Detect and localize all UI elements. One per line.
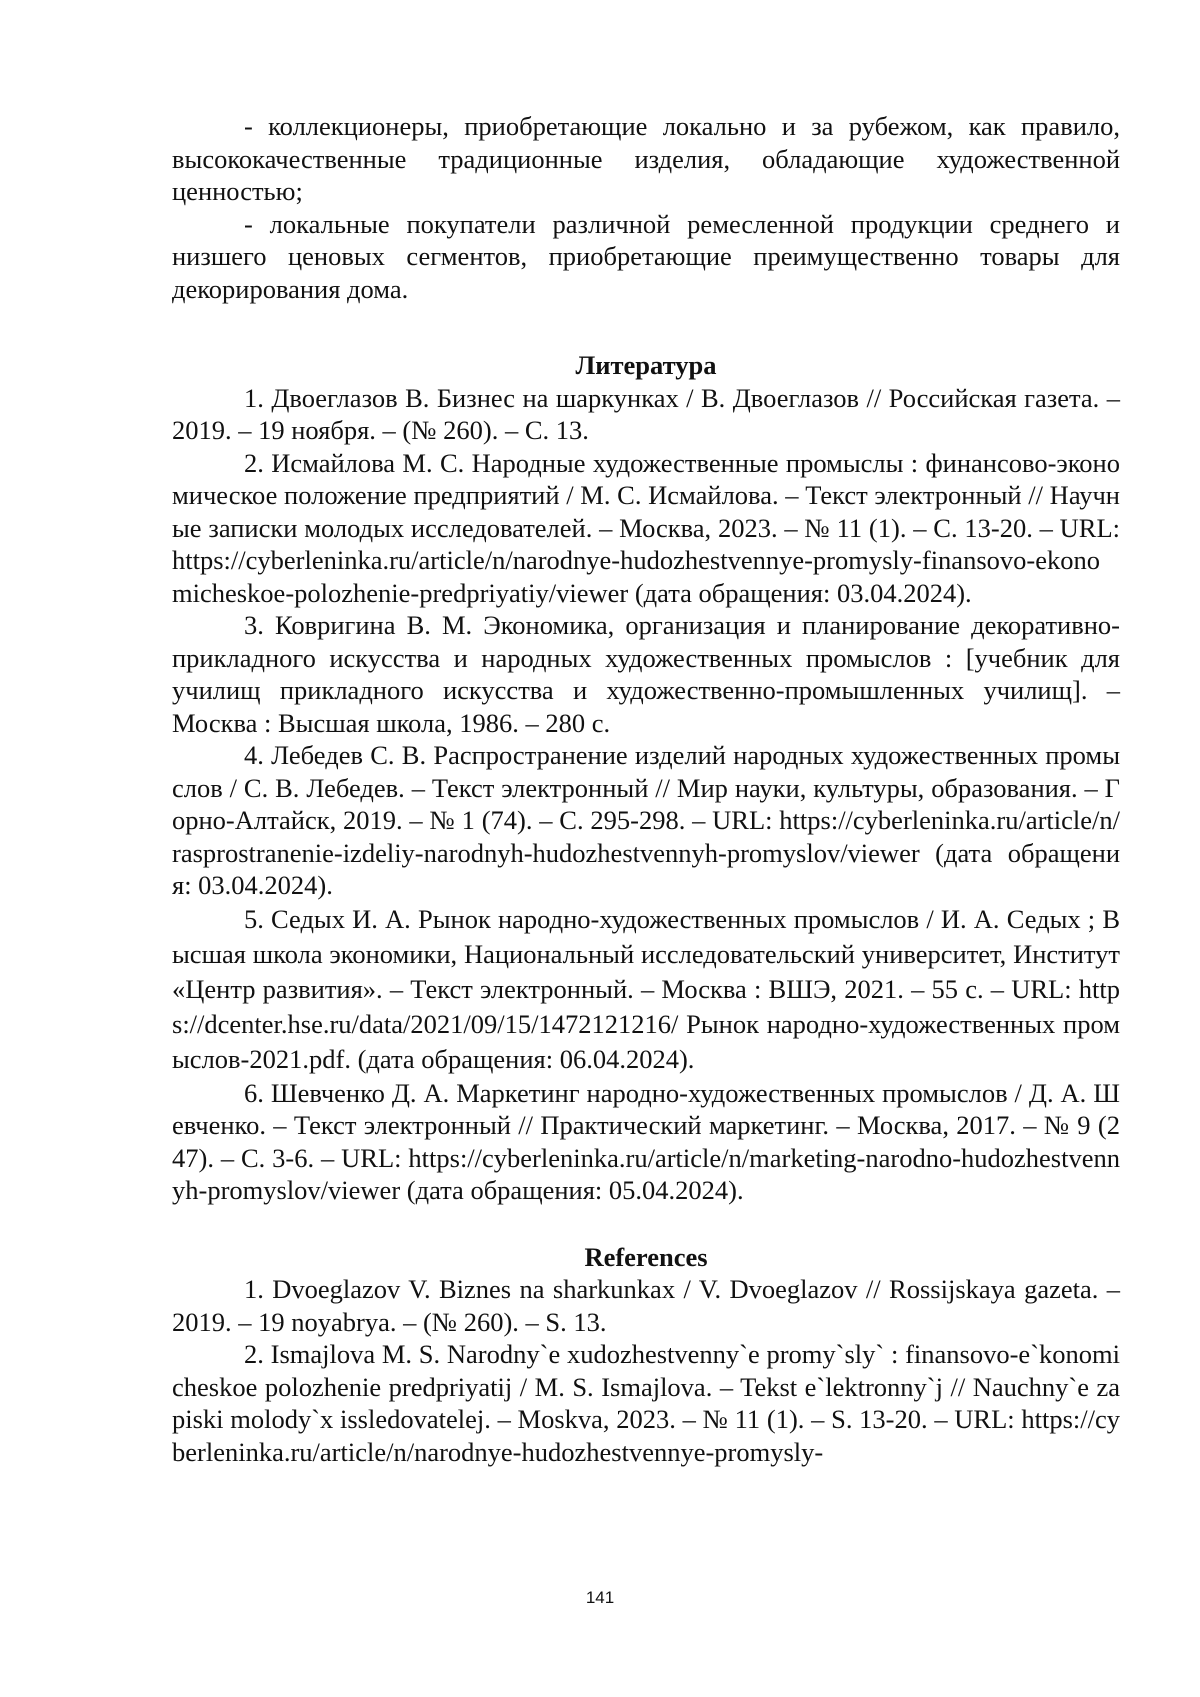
literature-item-6: 6. Шевченко Д. А. Маркетинг народно-художественных промыслов / Д. А. Шевченко. – Текст электронный // Практический маркетинг. – Москва, 2017. – № 9 (247). – С. 3-6. – URL: https://cyberleninka.ru/article/n/marketing-narodno-hudozhestvennyh-promyslov/viewer (дата обращения: 05.04.2024). — [172, 1077, 1120, 1205]
literature-item-2: 2. Исмайлова М. С. Народные художественные промыслы : финансово-экономическое положение предприятий / М. С. Исмайлова. – Текст электронный // Научные записки молодых исследователей. – Москва, 2023. – № 11 (1). – С. 13-20. – URL: https://cyberleninka.ru/article/n/narodnye-hudozhestvennye-promysly-finansovo-ekonomicheskoe-polozhenie-predpriyatiy/viewer (дата обращения: 03.04.2024). — [172, 447, 1120, 608]
literature-item-4: 4. Лебедев С. В. Распространение изделий народных художественных промыслов / С. В. Лебедев. – Текст электронный // Мир науки, культуры, образования. – Горно-Алтайск, 2019. – № 1 (74). – С. 295-298. – URL: https://cyberleninka.ru/article/n/rasprostranenie-izdeliy-narodnyh-hudozhestvennyh-promyslov/viewer (дата обращения: 03.04.2024). — [172, 740, 1120, 900]
reference-item-1: 1. Dvoeglazov V. Biznes na sharkunkax / V. Dvoeglazov // Rossijskaya gazeta. – 2019. – 19 noyabrya. – (№ 260). – S. 13. — [172, 1274, 1120, 1337]
intro-bullet-collectors: - коллекционеры, приобретающие локально и за рубежом, как правило, высококачественные традиционные изделия, обладающие художественной ценностью; — [172, 111, 1120, 206]
spacer — [172, 1207, 1120, 1241]
literature-item-1: 1. Двоеглазов В. Бизнес на шаркунках / В. Двоеглазов // Российская газета. – 2019. – 19 ноября. – (№ 260). – С. 13. — [172, 382, 1120, 445]
literature-item-5: 5. Седых И. А. Рынок народно-художественных промыслов / И. А. Седых ; Высшая школа экономики, Национальный исследовательский университет, Институт «Центр развития». – Текст электронный. – Москва : ВШЭ, 2021. – 55 с. – URL: https://dcenter.hse.ru/data/2021/09/15/1472121216/ Рынок народно-художественных промыслов-2021.pdf. (дата обращения: 06.04.2024). — [172, 903, 1120, 1074]
document-page — [172, 110, 1120, 1468]
intro-bullet-local-buyers: - локальные покупатели различной ремесленной продукции среднего и низшего ценовых сегментов, приобретающие преимущественно товары для декорирования дома. — [172, 208, 1120, 304]
literature-item-3: 3. Ковригина В. М. Экономика, организация и планирование декоративно-прикладного искусства и народных художественных промыслов : [учебник для училищ прикладного искусства и художественно-промышленных училищ]. – Москва : Высшая школа, 1986. – 280 с. — [172, 610, 1120, 738]
page-number: 141 — [585, 1588, 615, 1607]
references-heading: References — [584, 1241, 708, 1272]
reference-item-2: 2. Ismajlova M. S. Narodny`e xudozhestvenny`e promy`sly` : finansovo-e`konomicheskoe polozhenie predpriyatij / M. S. Ismajlova. – Tekst e`lektronny`j // Nauchny`e zapiski molody`x issledovatelej. – Moskva, 2023. – № 11 (1). – S. 13-20. – URL: https://cyberleninka.ru/article/n/narodnye-hudozhestvennye-promysly- — [172, 1339, 1120, 1467]
literature-heading: Литература — [575, 350, 717, 380]
spacer — [172, 305, 1120, 349]
